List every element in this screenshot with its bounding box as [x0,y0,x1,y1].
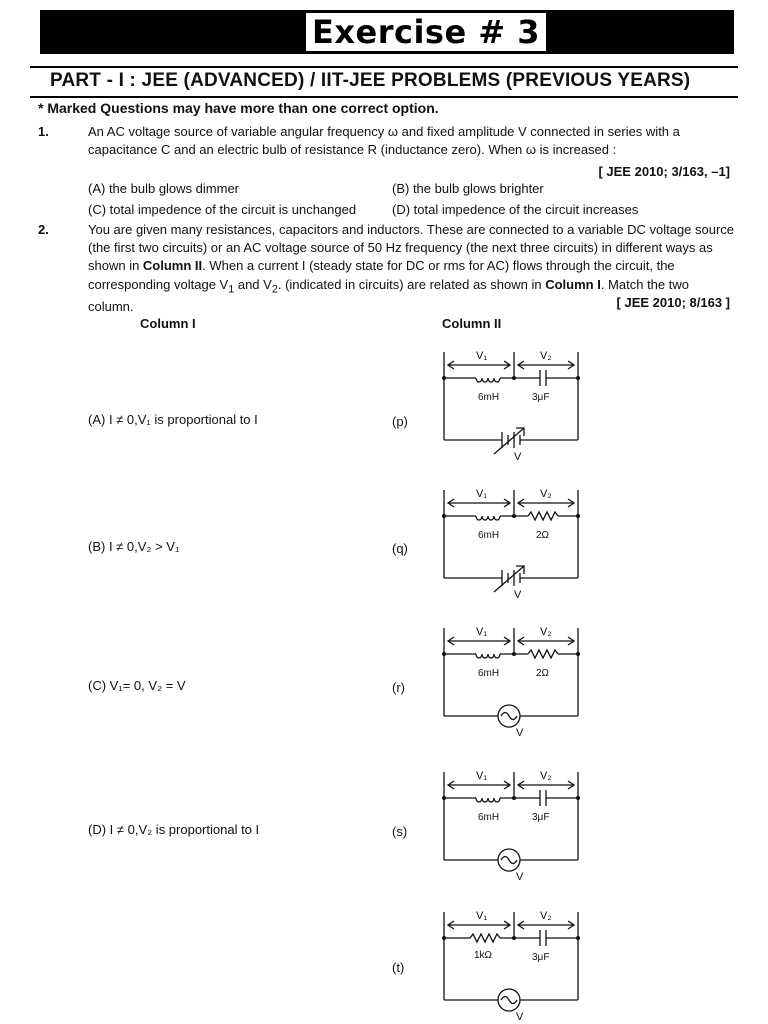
circuit-r-comp2: 2Ω [536,668,550,679]
circuit-s-comp1: 6mH [478,812,500,823]
q1-number: 1. [38,124,49,139]
circuit-q-comp1: 6mH [478,530,500,541]
q2-column1-name: Column I [545,276,601,292]
q1-option-c: (C) total impedence of the circuit is unchanged [88,202,357,217]
rule-bottom [30,96,738,98]
column1-header: Column I [140,316,196,331]
q1-option-d: (D) total impedence of the circuit increases [392,202,639,217]
rule-top [30,66,738,68]
circuit-q-comp2: 2Ω [536,530,550,541]
circuit-s [436,764,586,883]
circuit-s-v2: V₂ [540,770,552,782]
column2-letter-p: (p) [392,414,408,429]
circuit-t-v2: V₂ [540,910,552,922]
page-title: Exercise # 3 [306,13,546,51]
circuit-q [436,482,586,601]
q2-text-part4: . (indicated in circuits) are related as shown in [277,276,546,292]
column1-item-a: (A) I ≠ 0,V₁ is proportional to I [88,412,258,427]
title-banner [40,10,734,54]
circuit-t-v1: V₁ [476,910,488,922]
circuit-p-comp2: 3μF [532,392,550,403]
circuit-p-comp1: 6mH [478,392,500,403]
circuit-t-source: V [516,1011,524,1023]
circuit-q-source: V [514,589,522,601]
part-heading: PART - I : JEE (ADVANCED) / IIT-JEE PROBLEMS (PREVIOUS YEARS) [50,70,691,91]
q1-option-a: (A) the bulb glows dimmer [88,181,239,196]
circuit-r [436,620,586,739]
circuit-p-v2: V₂ [540,350,552,362]
q2-text-part1: You are given many resistances, capacitors and inductors. These are connected to a variable DC voltage source (the first two circuits) or an AC voltage source of 50 Hz frequency (the next three circuits) in different ways as shown in [88,222,735,274]
circuit-p-source: V [514,451,522,463]
circuit-r-v2: V₂ [540,626,552,638]
q2-column2-name: Column II [142,258,203,274]
q2-text-part5: . Match the two column. [88,276,689,315]
column2-letter-s: (s) [392,824,408,839]
circuit-r-v1: V₁ [476,626,488,638]
circuit-p [436,344,586,463]
q2-number: 2. [38,222,49,237]
q2-reference: [ JEE 2010; 8/163 ] [616,295,730,310]
q1-option-b: (B) the bulb glows brighter [392,181,544,196]
column1-item-b: (B) I ≠ 0,V₂ > V₁ [88,539,180,554]
column1-item-c: (C) V₁= 0, V₂ = V [88,678,186,693]
q2-text-part3: and V [234,276,272,292]
circuit-s-v1: V₁ [476,770,488,782]
q2-sub2: 2 [271,283,278,296]
column2-letter-q: (q) [392,541,408,556]
circuit-p-v1: V₁ [476,350,488,362]
circuit-q-v1: V₁ [476,488,488,500]
circuit-t-comp2: 3μF [532,952,550,963]
column2-letter-r: (r) [392,680,405,695]
circuit-s-comp2: 3μF [532,812,550,823]
circuit-r-comp1: 6mH [478,668,500,679]
q2-sub1: 1 [228,283,235,296]
marked-note: * Marked Questions may have more than one correct option. [38,100,439,116]
circuit-t [436,904,586,1023]
circuit-t-comp1: 1kΩ [474,950,493,961]
column2-letter-t: (t) [392,960,405,975]
q1-reference: [ JEE 2010; 3/163, –1] [598,164,730,179]
column2-header: Column II [442,316,502,331]
column1-item-d: (D) I ≠ 0,V₂ is proportional to I [88,822,260,837]
circuit-r-source: V [516,727,524,739]
circuit-s-source: V [516,871,524,883]
q1-text: An AC voltage source of variable angular frequency ω and fixed amplitude V connected in series with a capacitance C and an electric bulb of resistance R (inductance zero). When ω is increased : [88,124,680,158]
q2-text-part2: . When a current I (steady state for DC or rms for AC) flows through the circuit, the corresponding voltage V [88,258,675,292]
circuit-q-v2: V₂ [540,488,552,500]
